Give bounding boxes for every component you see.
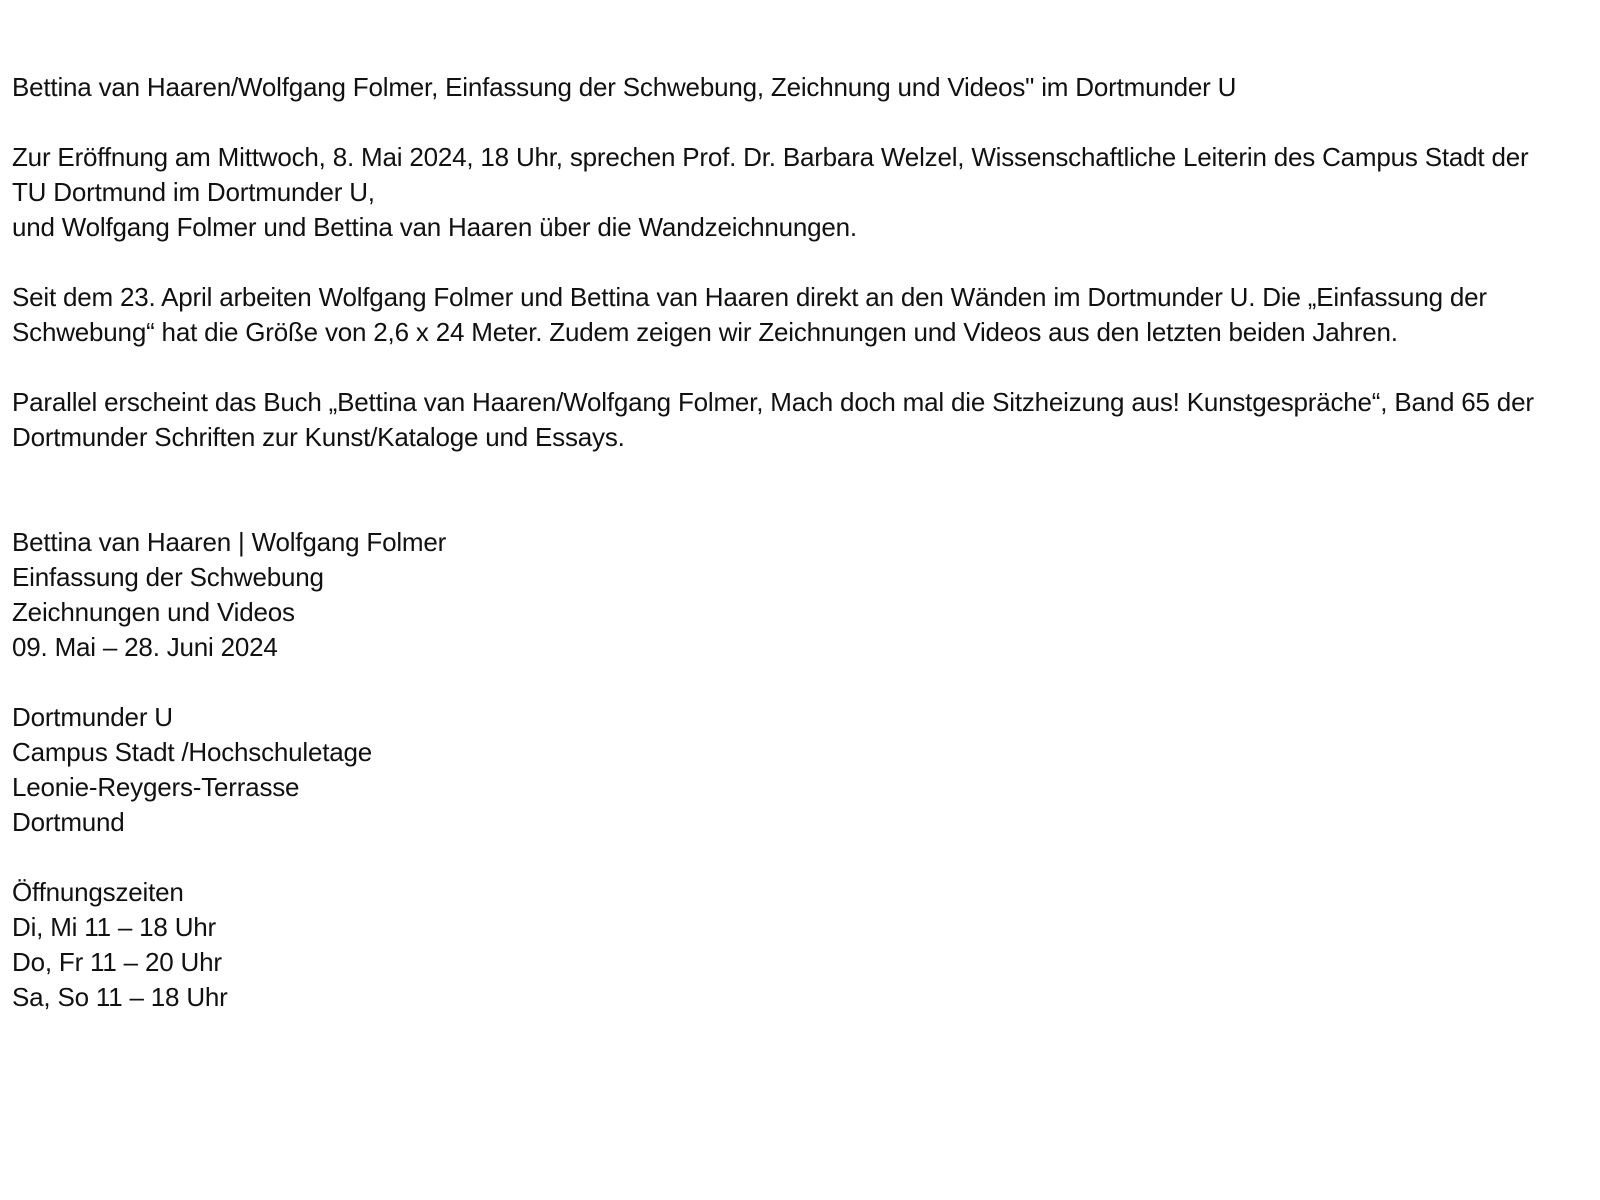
location-floor: Campus Stadt /Hochschuletage [12, 737, 373, 767]
opening-line-2: TU Dortmund im Dortmunder U, [12, 177, 375, 207]
opening-hours-heading: Öffnungszeiten [12, 877, 184, 907]
location-street: Leonie-Reygers-Terrasse [12, 772, 300, 802]
opening-hours-block [12, 875, 1600, 1015]
press-text-document [12, 70, 1600, 1015]
opening-line-1: Zur Eröffnung am Mittwoch, 8. Mai 2024, 18 Uhr, sprechen Prof. Dr. Barbara Welzel, Wissenschaftliche Leiterin des Campus Stadt der [12, 142, 1529, 172]
book-paragraph [12, 385, 1600, 455]
intro-title-line: Bettina van Haaren/Wolfgang Folmer, Einfassung der Schwebung, Zeichnung und Videos" im Dortmunder U [12, 72, 1237, 102]
exhibition-dates: 09. Mai – 28. Juni 2024 [12, 632, 278, 662]
work-line-2: Schwebung“ hat die Größe von 2,6 x 24 Meter. Zudem zeigen wir Zeichnungen und Videos aus den letzten beiden Jahren. [12, 317, 1398, 347]
exhibition-title: Einfassung der Schwebung [12, 562, 324, 592]
location-block [12, 700, 1600, 840]
location-venue: Dortmunder U [12, 702, 173, 732]
work-paragraph [12, 280, 1600, 350]
opening-line-3: und Wolfgang Folmer und Bettina van Haaren über die Wandzeichnungen. [12, 212, 857, 242]
exhibition-artists: Bettina van Haaren | Wolfgang Folmer [12, 527, 447, 557]
opening-hours-item: Do, Fr 11 – 20 Uhr [12, 947, 222, 977]
opening-paragraph [12, 140, 1600, 245]
opening-hours-item: Sa, So 11 – 18 Uhr [12, 982, 228, 1012]
work-line-1: Seit dem 23. April arbeiten Wolfgang Folmer und Bettina van Haaren direkt an den Wänden im Dortmunder U. Die „Einfassung der [12, 282, 1487, 312]
intro-section [12, 70, 1600, 105]
exhibition-subtitle: Zeichnungen und Videos [12, 597, 295, 627]
location-city: Dortmund [12, 807, 125, 837]
book-line-2: Dortmunder Schriften zur Kunst/Kataloge und Essays. [12, 422, 625, 452]
book-line-1: Parallel erscheint das Buch „Bettina van Haaren/Wolfgang Folmer, Mach doch mal die Sitzheizung aus! Kunstgespräche“, Band 65 der [12, 387, 1534, 417]
opening-hours-item: Di, Mi 11 – 18 Uhr [12, 912, 216, 942]
exhibition-block [12, 525, 1600, 665]
